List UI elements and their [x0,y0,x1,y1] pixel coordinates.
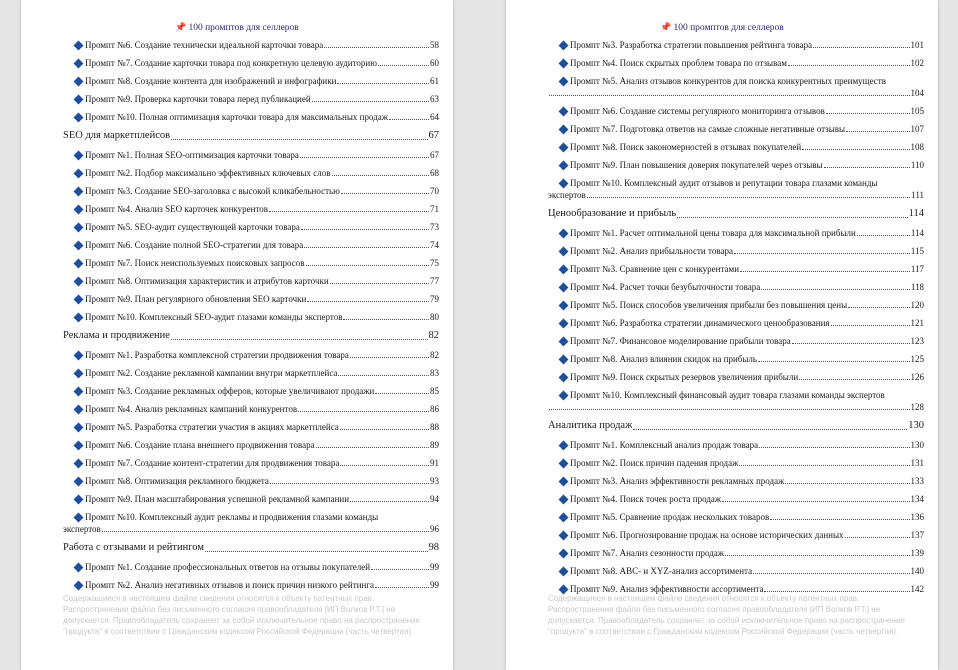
toc-entry-label: Промпт №6. Разработка стратегии динамического ценообразования [570,318,830,328]
toc-entry-label: Промпт №6. Прогнозирование продаж на основе исторических данных [570,530,844,540]
diamond-bullet-icon [559,59,569,69]
diamond-bullet-icon [74,581,84,591]
toc-page-number: 58 [430,40,439,50]
toc-entry-label: Промпт №4. Анализ рекламных кампаний конкурентов [85,404,298,414]
toc-entry[interactable] [21,367,453,379]
toc-page-number: 70 [430,186,439,196]
dot-leader [758,361,909,362]
dot-leader [788,65,910,66]
dot-leader [802,149,909,150]
toc-page-number: 118 [910,282,924,292]
toc-entry[interactable] [506,547,938,559]
diamond-bullet-icon [74,295,84,305]
dot-leader [340,429,429,430]
dot-leader [848,307,909,308]
dot-leader [785,483,909,484]
diamond-bullet-icon [559,125,569,135]
toc-entry[interactable] [506,529,938,541]
document-page-left [21,0,453,670]
toc-entry-label: Промпт №4. Поиск скрытых проблем товара по отзывам [570,58,787,68]
toc-page-number: 111 [911,190,924,200]
diamond-bullet-icon [74,205,84,215]
toc-entry[interactable] [506,227,938,239]
diamond-bullet-icon [74,113,84,123]
diamond-bullet-icon [559,495,569,505]
toc-section-heading[interactable] [21,541,453,555]
dot-leader [753,573,909,574]
toc-entry-label: Промпт №7. Финансовое моделирование прибыли товара [570,336,791,346]
dot-leader [813,47,909,48]
toc-page-number: 80 [430,312,439,322]
diamond-bullet-icon [74,277,84,287]
toc-section-label: Аналитика продаж [548,420,633,431]
toc-entry[interactable] [506,371,938,383]
toc-page-number: 139 [910,548,924,558]
toc-page-number: 136 [910,512,924,522]
toc-entry[interactable] [21,311,453,323]
toc-entry-label: Промпт №2. Поиск причин падения продаж [570,458,739,468]
toc-page-number: 79 [430,294,439,304]
toc-entry-label: Промпт №9. Проверка карточки товара перед публикацией [85,94,311,104]
diamond-bullet-icon [74,223,84,233]
toc-page-number: 137 [910,530,924,540]
header-title: 100 промптов для селлеров [188,23,299,33]
toc-page-number: 60 [430,58,439,68]
toc-entry-label: Промпт №8. Создание контента для изображений и инфографики [85,76,337,86]
toc-section-heading[interactable] [506,419,938,433]
dot-leader [549,409,910,410]
toc-entry[interactable] [506,457,938,469]
toc-section-label: Реклама и продвижение [63,330,170,341]
dot-leader [587,197,910,198]
toc-page-number: 74 [430,240,439,250]
toc-entry[interactable] [506,299,938,311]
dot-leader [301,229,429,230]
toc-entry[interactable] [506,335,938,347]
toc-entry[interactable] [506,39,938,51]
toc-entry[interactable] [506,317,938,329]
toc-entry-label: Промпт №4. Поиск точек роста продаж [570,494,722,504]
dot-leader [338,375,429,376]
dot-leader [722,501,909,502]
toc-entry-label: Промпт №9. Поиск скрытых резервов увеличения прибыли [570,372,799,382]
dot-leader [792,343,910,344]
dot-leader [764,591,909,592]
dot-leader [171,339,428,340]
toc-entry-label: Промпт №6. Создание плана внешнего продвижения товара [85,440,315,450]
dot-leader [799,379,909,380]
diamond-bullet-icon [74,387,84,397]
toc-entry-label: Промпт №3. Разработка стратегии повышения рейтинга товара [570,40,813,50]
dot-leader [378,65,429,66]
toc-page-number: 101 [910,40,924,50]
toc-entry-label: Промпт №1. Расчет оптимальной цены товара для максимальной прибыли [570,228,856,238]
toc-entry-label: Промпт №5. SEO-аудит существующей карточки товара [85,222,300,232]
toc-entry[interactable] [21,257,453,269]
toc-entry-label: Промпт №3. Создание SEO-заголовка с высокой кликабельностью [85,186,340,196]
diamond-bullet-icon [559,161,569,171]
toc-page-number: 68 [430,168,439,178]
toc-page-number: 67 [428,130,439,141]
diamond-bullet-icon [559,459,569,469]
diamond-bullet-icon [74,187,84,197]
copyright-notice: Содержащиеся в настоящем файле сведения относятся к объекту патентных прав. Распространение файла без письменного согласия правообладателя [ИП Волков Р.Т.] не допускается. Правообладатель сохраняет за собой исключительное право на распространение "продукта" в соответствии с Гражданским кодексом Российской Федерации (часть четвертая). [63,594,420,636]
toc-entry-label: Промпт №8. Оптимизация характеристик и атрибутов карточки [85,276,329,286]
toc-page-number: 77 [430,276,439,286]
toc-entry[interactable] [21,75,453,87]
copyright-notice: Содержащиеся в настоящем файле сведения относятся к объекту патентных прав. Распространение файла без письменного согласия правообладателя [ИП Волков Р.Т.] не допускается. Правообладатель сохраняет за собой исключительное право на распространение "продукта" в соответствии с Гражданским кодексом Российской Федерации (часть четвертая). [548,594,905,636]
toc-entry[interactable] [21,561,453,573]
dot-leader [205,551,428,552]
table-of-contents [506,39,938,601]
toc-entry[interactable] [21,57,453,69]
dot-leader [761,289,910,290]
page-header [506,22,938,33]
toc-page-number: 114 [910,228,924,238]
header-title: 100 промптов для селлеров [673,23,784,33]
toc-entry-label: Промпт №10. Комплексный SEO-аудит глазами команды экспертов [85,312,343,322]
toc-page-number: 115 [910,246,924,256]
diamond-bullet-icon [74,369,84,379]
diamond-bullet-icon [559,319,569,329]
dot-leader [734,253,910,254]
toc-page-number: 120 [910,300,924,310]
toc-entry[interactable] [21,579,453,591]
toc-entry-label: Промпт №7. Создание карточки товара под конкретную целевую аудиторию [85,58,377,68]
dot-leader [298,411,429,412]
toc-entry-label: Промпт №8. ABC- и XYZ-анализ ассортимента [570,566,753,576]
toc-page-number: 61 [430,76,439,86]
diamond-bullet-icon [74,95,84,105]
table-of-contents [21,39,453,597]
toc-page-number: 94 [430,494,439,504]
toc-entry[interactable] [21,167,453,179]
diamond-bullet-icon [559,549,569,559]
toc-page-number: 88 [430,422,439,432]
dot-leader [332,175,429,176]
toc-page-number: 117 [910,264,924,274]
toc-entry-label: Промпт №6. Создание технически идеальной карточки товара [85,40,324,50]
toc-page-number: 130 [908,420,924,431]
dot-leader [549,95,910,96]
toc-page-number: 91 [430,458,439,468]
toc-entry[interactable] [21,403,453,415]
toc-entry-label: Промпт №9. План масштабирования успешной рекламной кампании [85,494,350,504]
diamond-bullet-icon [74,563,84,573]
toc-page-number: 104 [910,88,924,98]
toc-entry[interactable] [506,245,938,257]
toc-entry-label: Промпт №6. Создание системы регулярного мониторинга отзывов [570,106,825,116]
toc-section-heading[interactable] [506,207,938,221]
toc-page-number: 83 [430,368,439,378]
diamond-bullet-icon [74,441,84,451]
toc-entry[interactable] [21,275,453,287]
dot-leader [389,119,429,120]
toc-entry-label: Промпт №3. Создание рекламных офферов, которые увеличивают продажи [85,386,375,396]
diamond-bullet-icon [559,373,569,383]
toc-entry-label: Промпт №8. Анализ влияния скидок на прибыль [570,354,758,364]
pushpin-icon: 📌 [660,22,672,32]
diamond-bullet-icon [559,41,569,51]
dot-leader [270,483,429,484]
toc-entry[interactable] [506,511,938,523]
dot-leader [316,447,429,448]
dot-leader [677,217,908,218]
toc-entry[interactable] [506,141,938,153]
toc-entry-label: Промпт №10. Комплексный аудит рекламы и продвижения глазами команды [85,512,379,522]
diamond-bullet-icon [74,313,84,323]
toc-entry-label: Промпт №8. Поиск закономерностей в отзывах покупателей [570,142,802,152]
toc-entry-label: Промпт №5. Разработка стратегии участия в акциях маркетплейса [85,422,339,432]
dot-leader [307,301,429,302]
diamond-bullet-icon [74,59,84,69]
page-header [21,22,453,33]
diamond-bullet-icon [74,477,84,487]
dot-leader [759,447,909,448]
toc-entry[interactable] [21,185,453,197]
toc-entry-label: Промпт №1. Полная SEO-оптимизация карточки товара [85,150,299,160]
toc-entry-label: Промпт №9. План повышения доверия покупателей через отзывы [570,160,823,170]
dot-leader [324,47,429,48]
toc-entry[interactable] [21,221,453,233]
diamond-bullet-icon [74,423,84,433]
diamond-bullet-icon [74,169,84,179]
diamond-bullet-icon [559,143,569,153]
toc-entry[interactable] [21,93,453,105]
toc-entry[interactable] [21,203,453,215]
toc-entry-label: Промпт №9. Анализ эффективности ассортимента [570,584,764,594]
toc-page-number: 123 [910,336,924,346]
toc-page-number: 63 [430,94,439,104]
dot-leader [831,325,910,326]
diamond-bullet-icon [559,283,569,293]
toc-entry[interactable] [21,439,453,451]
toc-entry[interactable] [21,421,453,433]
toc-page-number: 131 [910,458,924,468]
toc-entry-label-continued: экспертов [63,524,101,534]
toc-entry[interactable] [506,57,938,69]
toc-page-number: 140 [910,566,924,576]
diamond-bullet-icon [74,259,84,269]
diamond-bullet-icon [559,265,569,275]
toc-page-number: 93 [430,476,439,486]
diamond-bullet-icon [559,229,569,239]
dot-leader [340,465,429,466]
toc-page-number: 64 [430,112,439,122]
dot-leader [350,501,429,502]
diamond-bullet-icon [559,355,569,365]
toc-entry-label: Промпт №4. Расчет точки безубыточности товара [570,282,761,292]
toc-page-number: 121 [910,318,924,328]
toc-entry-label: Промпт №1. Разработка комплексной стратегии продвижения товара [85,350,349,360]
toc-page-number: 73 [430,222,439,232]
toc-entry-label: Промпт №7. Поиск неиспользуемых поисковых запросов [85,258,305,268]
toc-page-number: 96 [430,524,439,534]
toc-section-label: Ценообразование и прибыль [548,208,677,219]
diamond-bullet-icon [74,151,84,161]
toc-entry-label: Промпт №10. Комплексный финансовый аудит товара глазами команды экспертов [570,390,885,400]
toc-entry-label: Промпт №4. Анализ SEO карточек конкурентов [85,204,269,214]
toc-section-heading[interactable] [21,329,453,343]
toc-entry[interactable] [21,39,453,51]
toc-entry-label: Промпт №1. Создание профессиональных ответов на отзывы покупателей [85,562,371,572]
toc-entry-label: Промпт №7. Анализ сезонности продаж [570,548,725,558]
toc-entry-label: Промпт №5. Анализ отзывов конкурентов для поиска конкурентных преимуществ [570,76,886,86]
toc-entry[interactable] [21,493,453,505]
dot-leader [300,157,429,158]
toc-entry[interactable] [21,349,453,361]
diamond-bullet-icon [74,241,84,251]
diamond-bullet-icon [559,567,569,577]
toc-entry-label: Промпт №2. Анализ негативных отзывов и поиск причин низкого рейтинга [85,580,374,590]
dot-leader [857,235,910,236]
toc-page-number: 71 [430,204,439,214]
toc-section-label: SEO для маркетплейсов [63,130,171,141]
toc-entry[interactable] [21,457,453,469]
toc-entry-label: Промпт №5. Поиск способов увеличения прибыли без повышения цены [570,300,848,310]
dot-leader [845,537,910,538]
toc-section-heading[interactable] [21,129,453,143]
toc-entry[interactable] [506,263,938,275]
dot-leader [740,271,910,272]
diamond-bullet-icon [74,351,84,361]
toc-entry-label: Промпт №7. Подготовка ответов на самые сложные негативные отзывы [570,124,846,134]
toc-entry[interactable] [506,439,938,451]
toc-entry[interactable] [21,511,453,535]
toc-entry[interactable] [21,475,453,487]
toc-entry[interactable] [506,105,938,117]
toc-entry-label-continued: экспертов [548,190,586,200]
toc-page-number: 82 [428,330,439,341]
toc-page-number: 85 [430,386,439,396]
toc-page-number: 86 [430,404,439,414]
toc-entry[interactable] [21,149,453,161]
dot-leader [846,131,909,132]
toc-entry-label: Промпт №9. План регулярного обновления SEO карточки [85,294,307,304]
toc-entry-label: Промпт №6. Создание полной SEO-стратегии для товара [85,240,304,250]
diamond-bullet-icon [559,477,569,487]
toc-page-number: 99 [430,562,439,572]
dot-leader [304,247,429,248]
dot-leader [102,531,429,532]
diamond-bullet-icon [74,405,84,415]
toc-page-number: 142 [910,584,924,594]
dot-leader [739,465,909,466]
dot-leader [371,569,429,570]
toc-entry[interactable] [506,281,938,293]
dot-leader [330,283,429,284]
toc-page-number: 114 [908,208,924,219]
dot-leader [725,555,909,556]
toc-entry[interactable] [506,159,938,171]
toc-page-number: 110 [910,160,924,170]
toc-page-number: 82 [430,350,439,360]
toc-entry-label: Промпт №5. Сравнение продаж нескольких товаров [570,512,770,522]
toc-page-number: 98 [428,542,439,553]
dot-leader [375,587,429,588]
toc-entry-label: Промпт №2. Анализ прибыльности товара [570,246,733,256]
toc-entry[interactable] [506,475,938,487]
dot-leader [269,211,429,212]
toc-page-number: 102 [910,58,924,68]
dot-leader [633,429,907,430]
toc-page-number: 125 [910,354,924,364]
dot-leader [306,265,430,266]
diamond-bullet-icon [559,531,569,541]
toc-entry[interactable] [506,353,938,365]
diamond-bullet-icon [559,513,569,523]
toc-section-label: Работа с отзывами и рейтингом [63,542,204,553]
toc-entry-label: Промпт №1. Комплексный анализ продаж товара [570,440,759,450]
diamond-bullet-icon [74,41,84,51]
toc-page-number: 75 [430,258,439,268]
diamond-bullet-icon [559,247,569,257]
dot-leader [312,101,429,102]
toc-page-number: 128 [910,402,924,412]
diamond-bullet-icon [559,107,569,117]
toc-entry[interactable] [21,385,453,397]
toc-entry[interactable] [506,75,938,99]
toc-page-number: 105 [910,106,924,116]
toc-entry[interactable] [21,293,453,305]
document-page-right [506,0,938,670]
toc-entry-label: Промпт №7. Создание контент-стратегии для продвижения товара [85,458,340,468]
toc-page-number: 133 [910,476,924,486]
toc-entry-label: Промпт №8. Оптимизация рекламного бюджета [85,476,269,486]
diamond-bullet-icon [74,459,84,469]
toc-entry-label: Промпт №2. Создание рекламной кампании внутри маркетплейса [85,368,338,378]
toc-page-number: 99 [430,580,439,590]
dot-leader [171,139,427,140]
toc-page-number: 130 [910,440,924,450]
toc-entry-label: Промпт №3. Сравнение цен с конкурентами [570,264,740,274]
dot-leader [826,113,910,114]
dot-leader [824,167,910,168]
toc-entry[interactable] [506,565,938,577]
toc-entry[interactable] [21,239,453,251]
toc-page-number: 67 [430,150,439,160]
diamond-bullet-icon [559,301,569,311]
toc-page-number: 126 [910,372,924,382]
toc-entry[interactable] [21,111,453,123]
toc-entry[interactable] [506,177,938,201]
diamond-bullet-icon [559,337,569,347]
pushpin-icon: 📌 [175,22,187,32]
toc-page-number: 89 [430,440,439,450]
toc-entry-label: Промпт №10. Полная оптимизация карточки товара для максимальных продаж [85,112,388,122]
dot-leader [375,393,429,394]
toc-page-number: 108 [910,142,924,152]
diamond-bullet-icon [74,77,84,87]
toc-entry[interactable] [506,123,938,135]
dot-leader [770,519,909,520]
dot-leader [341,193,429,194]
diamond-bullet-icon [74,495,84,505]
toc-page-number: 107 [910,124,924,134]
toc-entry[interactable] [506,389,938,413]
dot-leader [343,319,429,320]
toc-entry-label: Промпт №3. Анализ эффективности рекламных продаж [570,476,785,486]
toc-page-number: 134 [910,494,924,504]
toc-entry[interactable] [506,493,938,505]
toc-entry-label: Промпт №2. Подбор максимально эффективных ключевых слов [85,168,331,178]
diamond-bullet-icon [559,441,569,451]
dot-leader [337,83,429,84]
dot-leader [350,357,429,358]
toc-entry-label: Промпт №10. Комплексный аудит отзывов и репутации товара глазами команды [570,178,878,188]
